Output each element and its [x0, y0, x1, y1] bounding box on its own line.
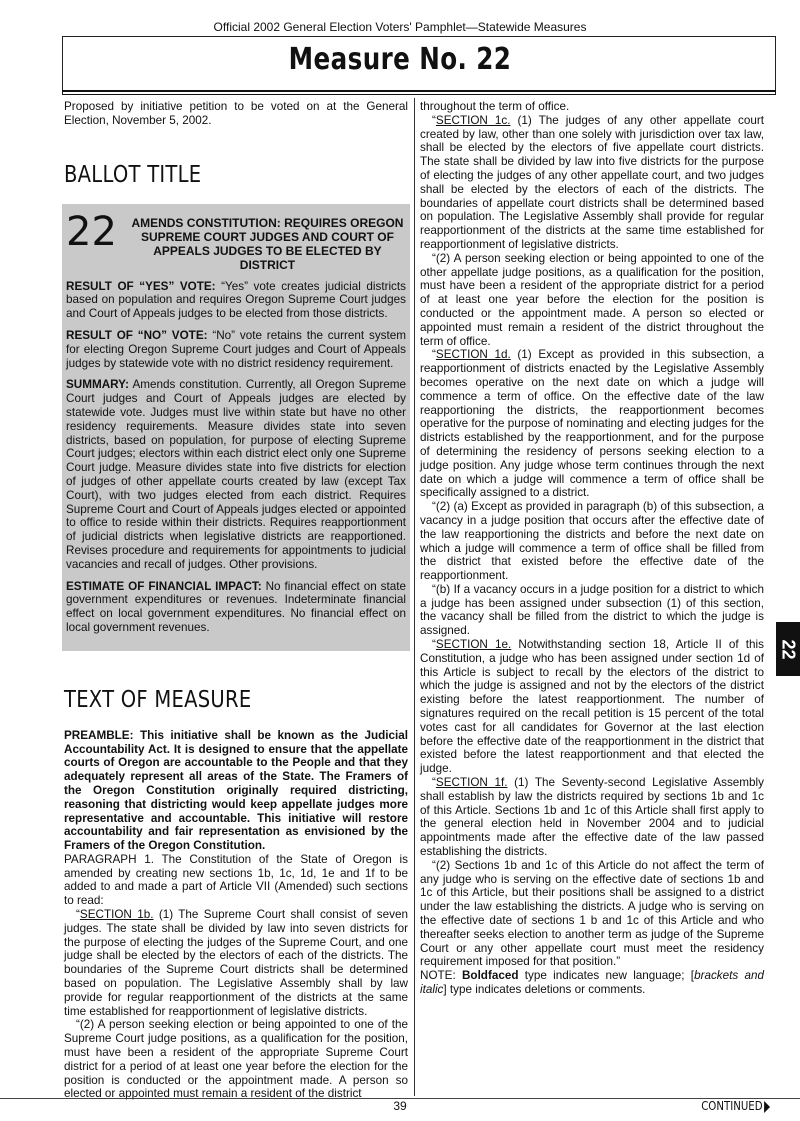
measure-side-tab: 22 [776, 622, 800, 676]
yes-vote-label: RESULT OF “YES” VOTE: [66, 279, 216, 293]
ballot-title-heading: BALLOT TITLE [64, 161, 202, 188]
arrow-right-icon [764, 1101, 770, 1113]
ballot-title-box [62, 204, 410, 651]
continued-label: CONTINUED [701, 1099, 770, 1113]
summary-text: Amends constitution. Currently, all Oregon Supreme Court judges and Court of Appeals judges are elected by statewide vote. Judges must live within state but have no other residency requirements. Measure divides state into seven districts, based on population, for purpose of electing Supreme Court judges; electors within each district elect only one Supreme Court judge. Measure divides state into five districts for election of judges of other appellate courts created by law (except Tax Court), with two judges elected from each district. Requires Supreme Court and Court of Appeals judges elected or appointed to office to reside within their districts. Requires reapportionment of judicial districts when legislative districts are reapportioned. Revises procedure and requirements for appointments to judicial vacancies and recall of judges. Other provisions. [66, 378, 407, 571]
section-1c-p2: “(2) A person seeking election or being appointed to one of the other appellate judge positions, as a qualification for the position, must have been a resident of the appropriate district for a period of at least one year before the election for the position is conducted or the appointment made. A person so elected or appointed must remain a resident of the district throughout the term of office. [420, 251, 764, 348]
section-1c-p1: “SECTION 1c. (1) The judges of any other appellate court created by law, other than one solely with jurisdiction over tax law, shall be elected by the electors of five appellate court districts. The state shall be divided by law into five districts for the purpose of electing the judges of any other appellate court, and two judges shall be elected by the electors of each of the districts. The boundaries of appellate court districts shall be determined based on population. The Legislative Assembly shall provide for regular reapportionment of the districts at the same time established for reapportionment of legislative districts. [420, 113, 764, 251]
page-number: 39 [393, 1099, 407, 1113]
header-rule [62, 36, 776, 37]
right-column [420, 100, 764, 997]
section-1d-p3: “(b) If a vacancy occurs in a judge position for a district to which a judge has been assigned under subsection (1) of this section, the vacancy shall be filled from the district to which the judge is assigned. [420, 582, 764, 638]
paragraph-1: PARAGRAPH 1. The Constitution of the State of Oregon is amended by creating new sections 1b, 1c, 1d, 1e and 1f to be added to and made a part of Article VII (Amended) such sections to read: [64, 852, 408, 908]
section-1f-p2: “(2) Sections 1b and 1c of this Article do not affect the term of any judge who is serving on the effective date of sections 1b and 1c of this Article, but their positions shall be assigned to a district under the law establishing the districts. A judge who is serving on the effective date of sections 1 b and 1c of this Article and who thereafter seeks election to another term as judge of the Supreme Court or any other appellate court must meet the residency requirement imposed for that position.” [420, 858, 764, 969]
no-vote-text: “No” vote retains the current system for electing Oregon Supreme Court judges and Court of Appeals judges by statewide vote with no district residency requirement. [66, 328, 406, 370]
continued-text: throughout the term of office. [420, 100, 570, 113]
title-rule-thin [62, 94, 776, 95]
no-vote-label: RESULT OF “NO” VOTE: [66, 328, 208, 342]
section-1c-ref: SECTION 1c. [435, 113, 511, 127]
section-1d-p1: “SECTION 1d. (1) Except as provided in this subsection, a reapportionment of districts enacted by the Legislative Assembly becomes operative on the next date on which a judge will commence a term of office. On the effective date of the law reapportioning the districts, the reapportionment becomes operative for the purpose of nominating and electing judges for the districts established by the reapportionment, and for the purpose of determining the residency of persons seeking election to a judge position. Any judge whose term continues through the next date on which a judge will commence a term of office shall be specifically assigned to a district. [420, 348, 764, 500]
section-1e-ref: SECTION 1e. [435, 638, 512, 652]
ballot-caption-row [66, 208, 406, 272]
no-vote-section [66, 329, 406, 370]
section-1f-ref: SECTION 1f. [435, 776, 508, 790]
summary-label: SUMMARY: [66, 378, 129, 392]
financial-impact-label: ESTIMATE OF FINANCIAL IMPACT: [66, 579, 262, 593]
section-1f-p1: “SECTION 1f. (1) The Seventy-second Legislative Assembly shall establish by law the districts required by sections 1b and 1c of this Article. Sections 1b and 1c of this Article shall first apply to the general election held in November 2004 and to judicial appointments made after the effective date of the law passed establishing the districts. [420, 776, 764, 859]
yes-vote-text: “Yes” vote creates judicial districts based on population and requires Oregon Supreme Court judges and Court of Appeals judges to be elected from those districts. [66, 279, 406, 321]
intro-text: Proposed by initiative petition to be voted on at the General Election, November 5, 2002. [64, 100, 408, 127]
ballot-caption: AMENDS CONSTITUTION: REQUIRES OREGON SUPREME COURT JUDGES AND COURT OF APPEALS JUDGES TO BE ELECTED BY DISTRICT [131, 215, 404, 272]
section-1d-p2: “(2) (a) Except as provided in paragraph (b) of this subsection, a vacancy in a judge position that occurs after the effective date of the law reapportioning the districts and before the next date on which a judge will commence a term of office shall be filled from the district that existed before the effective date of the reapportionment. [420, 500, 764, 583]
section-1b-p2: “(2) A person seeking election or being appointed to one of the Supreme Court judge positions, as a qualification for the position, must have been a resident of the appropriate Supreme Court district for a period of at least one year before the election for the position is conducted or the appointment made. A person so elected or appointed must remain a resident of the district [64, 1018, 408, 1101]
page-title: Measure No. 22 [288, 42, 512, 77]
title-rule [62, 90, 776, 92]
preamble: PREAMBLE: This initiative shall be known as the Judicial Accountability Act. It is designed to ensure that the appellate courts of Oregon are accountable to the People and that they adequately represent all areas of the State. The Framers of the Oregon Constitution originally required districting, reasoning that districting would keep appellate judges more representative and accountable. This initiative will restore accountability and fair representation as envisioned by the Framers of the Oregon Constitution. [64, 728, 408, 853]
text-of-measure-heading: TEXT OF MEASURE [64, 686, 252, 713]
measure-number: 22 [66, 208, 117, 255]
header-left-rule [62, 36, 63, 94]
section-1e-p1: “SECTION 1e. Notwithstanding section 18, Article II of this Constitution, a judge who has been assigned under section 1d of this Article is subject to recall by the electors of the district to which the judge is assigned and not by the electors of the district existing before the latest reapportionment. The number of signatures required on the recall petition is 15 percent of the total votes cast for all candidates for Governor at the last election before the effective date of the reapportionment in the district that existed before the latest reapportionment and that elected the judge. [420, 638, 764, 776]
summary-section [66, 378, 406, 571]
column-divider [414, 98, 415, 1096]
header-right-rule [775, 36, 776, 94]
formatting-note: NOTE: Boldfaced type indicates new language; [brackets and italic] type indicates deletions or comments. [420, 969, 764, 996]
running-head: Official 2002 General Election Voters' Pamphlet—Statewide Measures [213, 20, 587, 34]
yes-vote-section [66, 280, 406, 321]
section-1b-ref: SECTION 1b. [79, 908, 154, 922]
left-column [64, 100, 408, 1101]
section-1d-ref: SECTION 1d. [435, 348, 511, 362]
financial-impact-text: No financial effect on state government expenditures or revenues. Indeterminate financial effect on local government expenditures. No financial effect on local government revenues. [66, 579, 406, 634]
section-1b-p1: “SECTION 1b. (1) The Supreme Court shall consist of seven judges. The state shall be divided by law into seven districts for the purpose of electing the judges of the Supreme Court, and one judge shall be elected by the electors of each of the districts. The boundaries of the Supreme Court districts shall be determined based on population. The Legislative Assembly shall by law provide for regular reapportionment of the districts at the same time established for reapportionment of legislative districts. [64, 908, 408, 1018]
financial-impact-section [66, 580, 406, 635]
